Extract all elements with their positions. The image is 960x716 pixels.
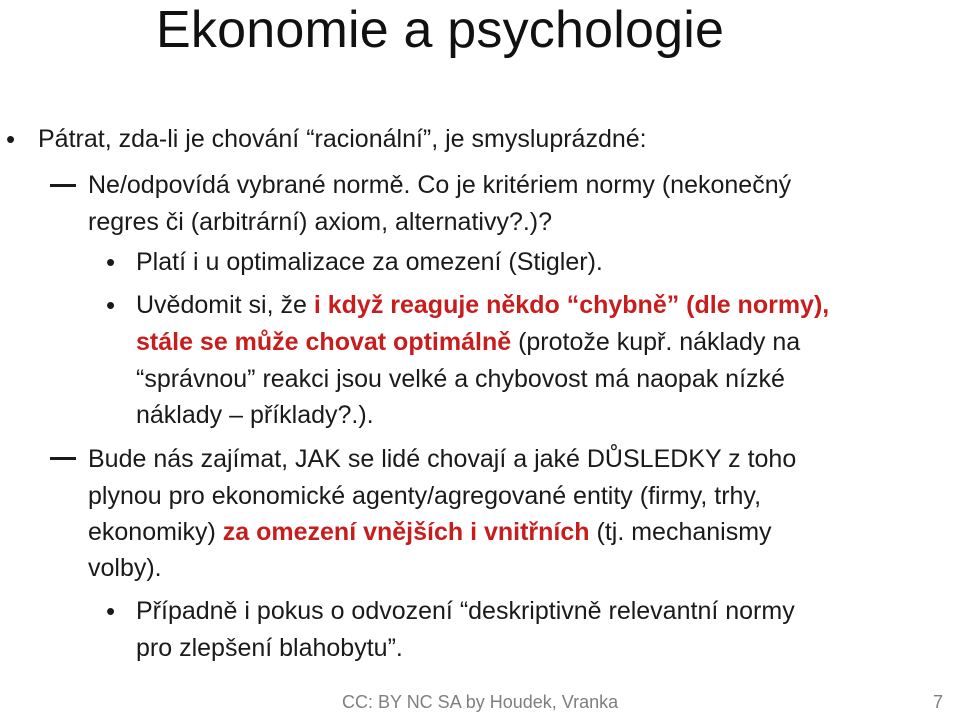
page-number: 7	[933, 692, 944, 712]
plain-text: ekonomiky)	[88, 518, 223, 546]
plain-text: (tj. mechanismy	[589, 518, 772, 546]
dash-text-2-line-1: Bude nás zajímat, JAK se lidé chovají a jaké DŮSLEDKY z toho	[88, 445, 797, 473]
slide-title: Ekonomie a psychologie	[156, 1, 725, 59]
sub-bullet-text-3-line-2: pro zlepšení blahobytu”.	[136, 634, 403, 662]
dash-text-2-line-4: volby).	[88, 554, 162, 582]
bullet-icon: •	[106, 596, 116, 626]
dash-text-1-line-1: Ne/odpovídá vybrané normě. Co je kritériem normy (nekonečný	[88, 171, 792, 199]
bullet-icon: •	[6, 124, 16, 154]
dash-text-2-line-3	[88, 515, 772, 549]
plain-text: (protože kupř. náklady na	[511, 328, 801, 356]
dash-text-1-line-2: regres či (arbitrární) axiom, alternativy?.)?	[88, 208, 553, 236]
emphasis-text: za omezení vnějších i vnitřních	[222, 518, 590, 546]
sub-bullet-text-2-line-2	[136, 325, 800, 359]
sub-bullet-text-2-line-3: “správnou” reakci jsou velké a chybovost má naopak nízké	[136, 365, 785, 393]
bullet-text-1: Pátrat, zda-li je chování “racionální”, je smysluprázdné:	[38, 125, 647, 153]
plain-text: Uvědomit si, že	[136, 291, 314, 319]
sub-bullet-text-3-line-1: Případně i pokus o odvození “deskriptivně relevantní normy	[136, 597, 795, 625]
sub-bullet-text-2-line-1	[136, 288, 829, 322]
dash-text-2-line-2: plynou pro ekonomické agenty/agregované entity (firmy, trhy,	[88, 482, 762, 510]
sub-bullet-text-2-line-4: náklady – příklady?.).	[136, 401, 374, 429]
dash-icon	[50, 457, 76, 460]
sub-bullet-text-1: Platí i u optimalizace za omezení (Stigler).	[136, 248, 603, 276]
emphasis-text: stále se může chovat optimálně	[136, 328, 512, 356]
bullet-icon: •	[106, 290, 116, 320]
footer-license: CC: BY NC SA by Houdek, Vranka	[342, 692, 619, 712]
dash-icon	[50, 184, 76, 187]
emphasis-text: i když reaguje někdo “chybně” (dle normy),	[313, 291, 830, 319]
bullet-icon: •	[106, 247, 116, 277]
